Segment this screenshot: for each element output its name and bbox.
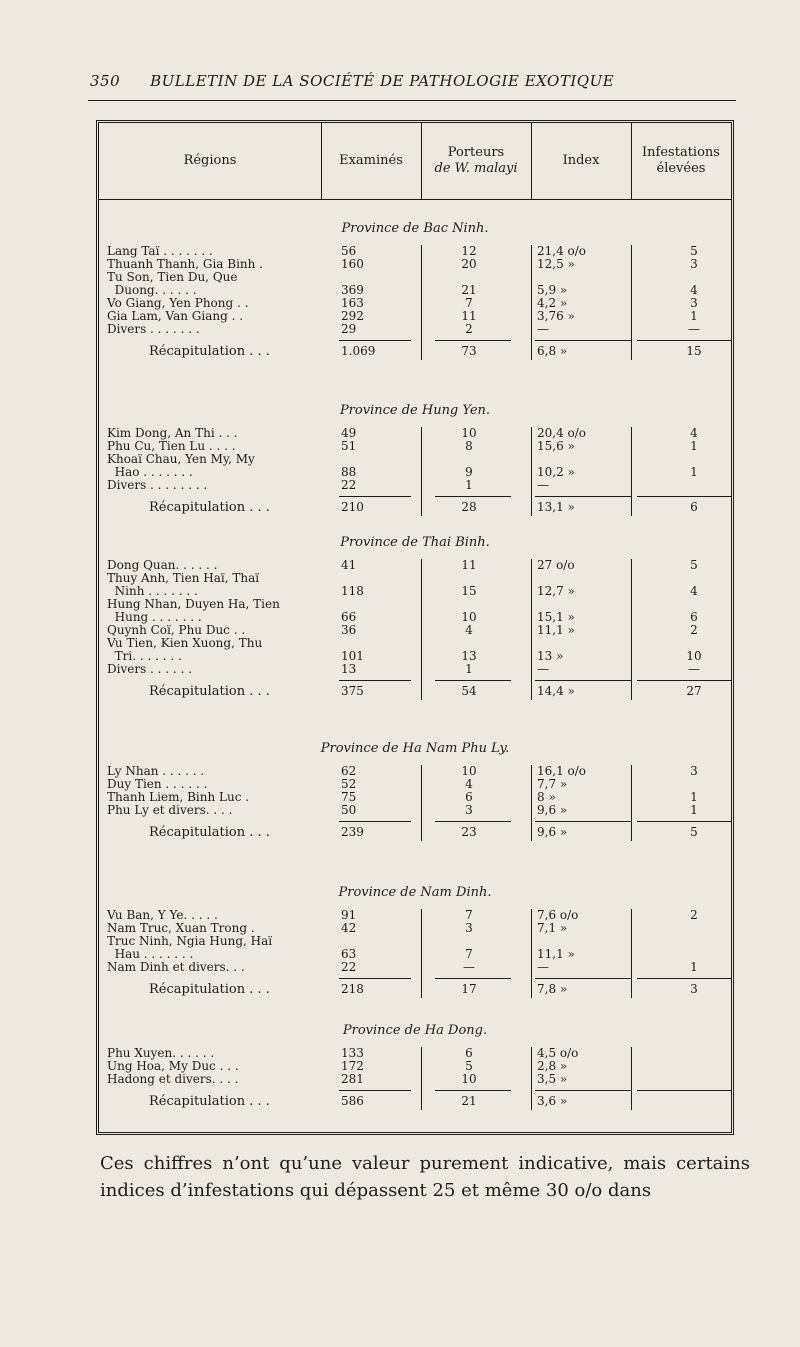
sum-rule	[535, 496, 631, 497]
sum-rule	[339, 680, 411, 681]
infestations-cell: 5	[690, 558, 698, 572]
infestations-cell: —	[688, 662, 700, 676]
col-separator	[421, 559, 422, 700]
examines-cell: 118	[341, 584, 364, 598]
recap-label: Récapitulation . . .	[149, 500, 270, 515]
porteurs-cell: 10	[461, 426, 477, 440]
examines-cell: 52	[341, 777, 357, 791]
col-separator	[421, 909, 422, 998]
porteurs-cell: 23	[461, 825, 477, 839]
index-cell: 27 o/o	[537, 558, 575, 572]
sum-rule	[339, 496, 411, 497]
examines-cell: 239	[341, 825, 364, 839]
infestations-cell: 4	[690, 283, 698, 297]
index-cell: —	[537, 322, 549, 336]
infestations-cell: 15	[686, 344, 702, 358]
col-separator	[631, 245, 632, 360]
province-title: Province de Ha Dong.	[342, 1023, 488, 1038]
province-title: Province de Thai Binh.	[340, 535, 490, 550]
infestations-cell: 1	[690, 960, 698, 974]
header-porteurs: Porteurs de W. malayi	[434, 145, 518, 176]
col-separator	[421, 427, 422, 516]
infestations-cell: 3	[690, 982, 698, 996]
sum-rule	[339, 978, 411, 979]
porteurs-cell: 8	[465, 439, 473, 453]
index-cell: 3,5 »	[537, 1072, 568, 1086]
sum-rule	[435, 680, 511, 681]
index-cell: 21,4 o/o	[537, 244, 587, 258]
porteurs-cell: 5	[465, 1059, 473, 1073]
index-cell: —	[537, 960, 549, 974]
region-cell: Thuy Anh, Tien Haï, Thaï Ninh . . . . . . .	[107, 571, 260, 598]
sum-rule	[339, 1090, 411, 1091]
porteurs-cell: 17	[461, 982, 477, 996]
infestations-cell: 5	[690, 825, 698, 839]
region-cell: Divers . . . . . .	[107, 662, 193, 676]
province-title: Province de Ha Nam Phu Ly.	[320, 741, 510, 756]
examines-cell: 163	[341, 296, 364, 310]
col-separator	[421, 765, 422, 841]
porteurs-cell: 28	[461, 500, 477, 514]
index-cell: 7,8 »	[537, 982, 568, 996]
region-cell: Quynh Coï, Phu Duc . .	[107, 623, 246, 637]
infestations-cell: 4	[690, 584, 698, 598]
sum-rule	[637, 821, 731, 822]
running-title: BULLETIN DE LA SOCIÉTÉ DE PATHOLOGIE EXOTIQUE	[150, 72, 615, 90]
header-examines: Examinés	[339, 153, 403, 168]
examines-cell: 62	[341, 764, 357, 778]
sum-rule	[435, 340, 511, 341]
examines-cell: 375	[341, 684, 364, 698]
region-cell: Vu Ban, Y Ye. . . . .	[107, 908, 218, 922]
index-cell: 7,6 o/o	[537, 908, 579, 922]
porteurs-cell: 20	[461, 257, 477, 271]
col-separator	[531, 1047, 532, 1110]
region-cell: Divers . . . . . . .	[107, 322, 200, 336]
porteurs-cell: 3	[465, 803, 473, 817]
porteurs-cell: 10	[461, 764, 477, 778]
col-separator	[631, 559, 632, 700]
body-paragraph: Ces chiffres n’ont qu’une valeur purement indicative, mais certains indices d’infestations qui dépassent 25 et même 30 o/o dans	[100, 1153, 750, 1201]
col-separator	[421, 1047, 422, 1110]
region-cell: Duy Tien . . . . . .	[107, 777, 208, 791]
data-table	[96, 120, 734, 1135]
recap-label: Récapitulation . . .	[149, 684, 270, 699]
sum-rule	[435, 978, 511, 979]
index-cell: 15,6 »	[537, 439, 575, 453]
region-cell: Divers . . . . . . . .	[107, 478, 208, 492]
porteurs-cell: 6	[465, 1046, 473, 1060]
examines-cell: 13	[341, 662, 357, 676]
index-cell: 16,1 o/o	[537, 764, 587, 778]
examines-cell: 281	[341, 1072, 364, 1086]
examines-cell: 586	[341, 1094, 364, 1108]
examines-cell: 50	[341, 803, 357, 817]
index-cell: 14,4 »	[537, 684, 575, 698]
header-rule	[99, 199, 731, 200]
index-cell: 11,1 »	[537, 947, 575, 961]
infestations-cell: 10	[686, 649, 702, 663]
examines-cell: 36	[341, 623, 357, 637]
region-cell: Dong Quan. . . . . .	[107, 558, 218, 572]
region-cell: Vu Tien, Kien Xuong, Thu Tri. . . . . . .	[107, 636, 263, 663]
porteurs-cell: 12	[461, 244, 477, 258]
examines-cell: 218	[341, 982, 364, 996]
infestations-cell: 2	[690, 908, 698, 922]
index-cell: 6,8 »	[537, 344, 568, 358]
porteurs-cell: 6	[465, 790, 473, 804]
porteurs-cell: 2	[465, 322, 473, 336]
infestations-cell: —	[688, 322, 700, 336]
infestations-cell: 1	[690, 439, 698, 453]
examines-cell: 51	[341, 439, 357, 453]
region-cell: Tu Son, Tien Du, Que Duong. . . . . .	[107, 270, 238, 297]
porteurs-cell: 73	[461, 344, 477, 358]
index-cell: 2,8 »	[537, 1059, 568, 1073]
sum-rule	[535, 978, 631, 979]
header-rule	[88, 100, 736, 101]
province-title: Province de Nam Dinh.	[338, 885, 492, 900]
examines-cell: 88	[341, 465, 357, 479]
porteurs-cell: 11	[461, 309, 477, 323]
sum-rule	[339, 821, 411, 822]
index-cell: 9,6 »	[537, 803, 568, 817]
porteurs-cell: 21	[461, 1094, 477, 1108]
region-cell: Nam Dinh et divers. . .	[107, 960, 245, 974]
examines-cell: 42	[341, 921, 357, 935]
region-cell: Truc Ninh, Ngia Hung, Haï Hau . . . . . . .	[107, 934, 273, 961]
porteurs-cell: 9	[465, 465, 473, 479]
index-cell: 20,4 o/o	[537, 426, 587, 440]
infestations-cell: 6	[690, 500, 698, 514]
infestations-cell: 4	[690, 426, 698, 440]
index-cell: 15,1 »	[537, 610, 575, 624]
header-infestations: Infestations élevées	[642, 145, 720, 176]
col-separator	[421, 245, 422, 360]
sum-rule	[535, 680, 631, 681]
sum-rule	[637, 978, 731, 979]
examines-cell: 22	[341, 960, 357, 974]
region-cell: Ung Hoa, My Duc . . .	[107, 1059, 239, 1073]
index-cell: 3,6 »	[537, 1094, 568, 1108]
porteurs-cell: —	[463, 960, 475, 974]
porteurs-cell: 4	[465, 623, 473, 637]
region-cell: Thuanh Thanh, Gia Binh .	[107, 257, 263, 271]
porteurs-cell: 7	[465, 908, 473, 922]
region-cell: Khoaï Chau, Yen My, My Hao . . . . . . .	[107, 452, 255, 479]
province-title: Province de Bac Ninh.	[341, 221, 489, 236]
index-cell: 7,7 »	[537, 777, 568, 791]
recap-label: Récapitulation . . .	[149, 1094, 270, 1109]
porteurs-cell: 11	[461, 558, 477, 572]
sum-rule	[637, 496, 731, 497]
region-cell: Hung Nhan, Duyen Ha, Tien Hung . . . . . . .	[107, 597, 280, 624]
province-title: Province de Hung Yen.	[339, 403, 491, 418]
sum-rule	[435, 821, 511, 822]
index-cell: 4,5 o/o	[537, 1046, 579, 1060]
col-separator	[531, 909, 532, 998]
recap-label: Récapitulation . . .	[149, 825, 270, 840]
examines-cell: 63	[341, 947, 357, 961]
examines-cell: 210	[341, 500, 364, 514]
index-cell: 3,76 »	[537, 309, 575, 323]
examines-cell: 66	[341, 610, 357, 624]
header-index: Index	[562, 153, 600, 168]
header-regions: Régions	[183, 153, 237, 168]
porteurs-cell: 7	[465, 947, 473, 961]
infestations-cell: 5	[690, 244, 698, 258]
region-cell: Hadong et divers. . . .	[107, 1072, 239, 1086]
infestations-cell: 1	[690, 803, 698, 817]
examines-cell: 56	[341, 244, 357, 258]
region-cell: Phu Xuyen. . . . . .	[107, 1046, 215, 1060]
index-cell: 4,2 »	[537, 296, 568, 310]
infestations-cell: 3	[690, 257, 698, 271]
region-cell: Nam Truc, Xuan Trong .	[107, 921, 255, 935]
sum-rule	[435, 496, 511, 497]
region-cell: Ly Nhan . . . . . .	[107, 764, 205, 778]
index-cell: 13 »	[537, 649, 564, 663]
index-cell: 13,1 »	[537, 500, 575, 514]
index-cell: —	[537, 662, 549, 676]
porteurs-cell: 10	[461, 610, 477, 624]
examines-cell: 75	[341, 790, 357, 804]
sum-rule	[637, 680, 731, 681]
index-cell: 5,9 »	[537, 283, 568, 297]
examines-cell: 91	[341, 908, 357, 922]
examines-cell: 292	[341, 309, 364, 323]
infestations-cell: 3	[690, 296, 698, 310]
region-cell: Lang Taï . . . . . . .	[107, 244, 213, 258]
porteurs-cell: 1	[465, 662, 473, 676]
infestations-cell: 1	[690, 465, 698, 479]
porteurs-cell: 1	[465, 478, 473, 492]
infestations-cell: 1	[690, 309, 698, 323]
examines-cell: 41	[341, 558, 357, 572]
index-cell: —	[537, 478, 549, 492]
examines-cell: 1.069	[341, 344, 376, 358]
col-separator	[531, 427, 532, 516]
sum-rule	[435, 1090, 511, 1091]
region-cell: Thanh Liem, Binh Luc .	[107, 790, 250, 804]
sum-rule	[535, 340, 631, 341]
porteurs-cell: 4	[465, 777, 473, 791]
porteurs-cell: 13	[461, 649, 477, 663]
index-cell: 8 »	[537, 790, 556, 804]
examines-cell: 29	[341, 322, 357, 336]
region-cell: Gia Lam, Van Giang . .	[107, 309, 244, 323]
sum-rule	[535, 821, 631, 822]
index-cell: 11,1 »	[537, 623, 575, 637]
index-cell: 9,6 »	[537, 825, 568, 839]
region-cell: Phu Ly et divers. . . .	[107, 803, 233, 817]
col-separator	[531, 559, 532, 700]
region-cell: Kim Dong, An Thi . . .	[107, 426, 238, 440]
examines-cell: 369	[341, 283, 364, 297]
examines-cell: 133	[341, 1046, 364, 1060]
col-separator	[531, 765, 532, 841]
page-number: 350	[90, 72, 121, 90]
porteurs-cell: 21	[461, 283, 477, 297]
sum-rule	[535, 1090, 631, 1091]
index-cell: 7,1 »	[537, 921, 568, 935]
region-cell: Phu Cu, Tien Lu . . . .	[107, 439, 236, 453]
page-header	[90, 72, 740, 90]
recap-label: Récapitulation . . .	[149, 344, 270, 359]
sum-rule	[339, 340, 411, 341]
porteurs-cell: 7	[465, 296, 473, 310]
examines-cell: 172	[341, 1059, 364, 1073]
porteurs-cell: 15	[461, 584, 477, 598]
infestations-cell: 2	[690, 623, 698, 637]
infestations-cell: 1	[690, 790, 698, 804]
examines-cell: 49	[341, 426, 357, 440]
sum-rule	[637, 1090, 731, 1091]
recap-label: Récapitulation . . .	[149, 982, 270, 997]
col-separator	[531, 245, 532, 360]
sum-rule	[637, 340, 731, 341]
porteurs-cell: 10	[461, 1072, 477, 1086]
index-cell: 10,2 »	[537, 465, 575, 479]
examines-cell: 160	[341, 257, 364, 271]
index-cell: 12,5 »	[537, 257, 575, 271]
porteurs-cell: 54	[461, 684, 477, 698]
region-cell: Vo Giang, Yen Phong . .	[107, 296, 249, 310]
infestations-cell: 6	[690, 610, 698, 624]
infestations-cell: 27	[686, 684, 702, 698]
examines-cell: 101	[341, 649, 364, 663]
infestations-cell: 3	[690, 764, 698, 778]
index-cell: 12,7 »	[537, 584, 575, 598]
porteurs-cell: 3	[465, 921, 473, 935]
examines-cell: 22	[341, 478, 357, 492]
